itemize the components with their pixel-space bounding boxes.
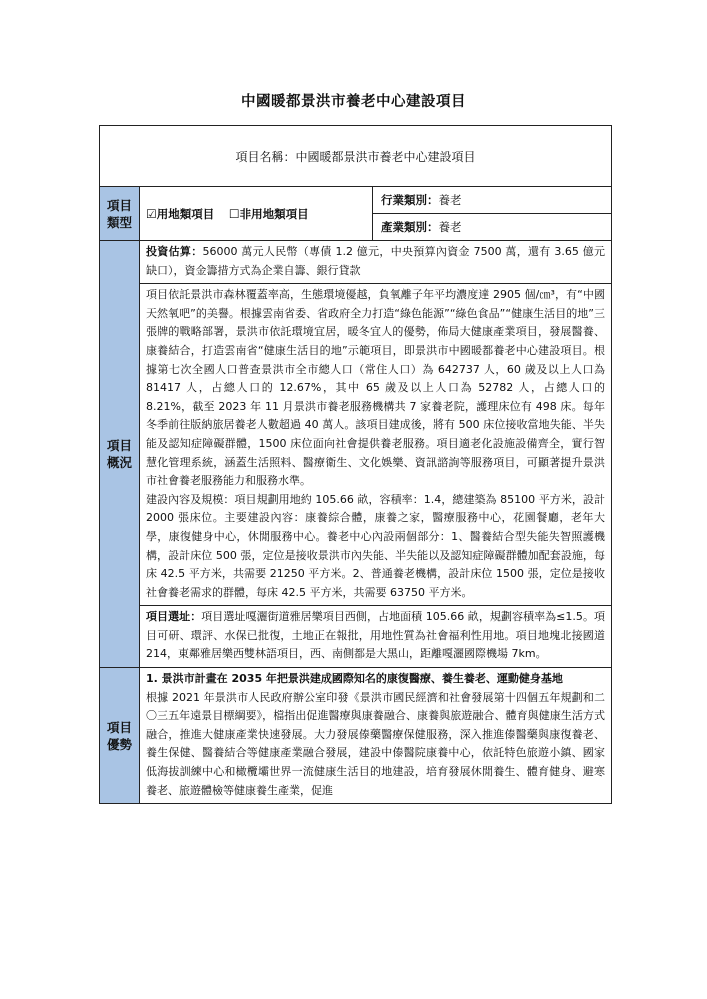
advantage-label xyxy=(100,668,140,804)
overview-label xyxy=(100,241,140,668)
scale-paragraph: 建設內容及規模：項目規劃用地約 105.66 畝，容積率：1.4，總建築為 85100 平方米，設計 2000 張床位。主要建設內容：康養綜合體，康養之家，醫療服務中心，花園餐廳，老年大學，康復健身中心，休閒服務中心。養老中心內設兩個部分：1、醫養結合型失能失智照護機構，設計床位 500 張，定位是接收景洪市內失能、半失能以及認知症障礙群體加配套設施，每床 42.5 平方米，共需要 21250 平方米。2、普通養老機構，設計床位 1500 張，定位是接收社會養老需求的群體，每床 42.5 平方米，共需要 63750 平方米。 xyxy=(146,492,605,599)
sector-label: 產業類別： xyxy=(381,220,439,234)
project-name-value: 中國暖都景洪市養老中心建設項目 xyxy=(295,149,476,164)
project-table xyxy=(99,125,612,804)
project-type-label-line1: 項目 xyxy=(106,197,132,213)
sector-value: 養老 xyxy=(438,220,462,234)
overview-detail-row xyxy=(100,284,612,606)
overview-detail-cell xyxy=(140,284,612,606)
nonland-option-label: 非用地類項目 xyxy=(239,206,309,221)
project-type-label xyxy=(100,187,140,241)
industry-value: 養老 xyxy=(438,193,462,207)
advantage-cell xyxy=(140,668,612,804)
land-option-label: 用地類項目 xyxy=(156,206,215,221)
nonland-checkbox-icon[interactable]: ☐ xyxy=(228,206,240,221)
overview-label-line2: 概況 xyxy=(106,455,132,471)
project-type-label-line2: 類型 xyxy=(106,214,132,230)
project-name-row xyxy=(100,126,612,187)
advantage-label-line1: 項目 xyxy=(106,719,132,735)
project-name-label: 項目名稱： xyxy=(235,149,296,164)
industry-cell xyxy=(373,187,612,214)
document-title: 中國暖都景洪市養老中心建設項目 xyxy=(241,94,466,110)
project-type-options xyxy=(140,187,373,241)
investment-text: 56000 萬元人民幣（專債 1.2 億元，中央預算內資金 7500 萬，還有 3.65 億元缺口），資金籌措方式為企業自籌、銀行貸款 xyxy=(146,245,606,277)
land-checkbox-icon[interactable]: ☑ xyxy=(146,206,157,221)
advantage-row xyxy=(100,668,612,804)
site-row xyxy=(100,606,612,668)
advantage-label-line2: 優勢 xyxy=(106,736,132,752)
project-name-cell xyxy=(100,126,612,187)
investment-cell xyxy=(140,241,612,284)
site-label: 項目選址： xyxy=(146,610,202,624)
investment-label: 投資估算： xyxy=(146,245,203,258)
sector-cell xyxy=(373,214,612,241)
site-text: 項目選址嘎灑街道雅居樂項目西側，占地面積 105.66 畝，規劃容積率為≤1.5。項目可研、環評、水保已批復，土地正在報批，用地性質為社會福利性用地。項目地塊北接國道 214，東鄰雅居樂西雙林語項目，西、南側都是大黑山，距離嘎灑國際機場 7km。 xyxy=(146,610,605,661)
background-paragraph: 項目依託景洪市森林覆蓋率高，生態環境優越，負氧離子年平均濃度達 2905 個/㎝³，有“中國天然氧吧”的美譽。根據雲南省委、省政府全力打造“綠色能源”“綠色食品”“健康生活目的地”三張牌的戰略部署，景洪市依託環境宜居，暖冬宜人的優勢，佈局大健康產業項目，發展醫養、康養結合，打造雲南省“健康生活目的地”示範項目，即景洪市中國暖都養老中心建設項目。根據第七次全國人口普查景洪市全市總人口（常住人口）為 642737 人，60 歲及以上人口為 81417 人，占總人口的 12.67%，其中 65 歲及以上人口為 52782 人，占總人口的 8.21%，截至 2023 年 11 月景洪市養老服務機構共 7 家養老院，護理床位有 498 床。每年冬季前往版納旅居養老人數超過 40 萬人。該項目建成後，將有 500 床位接收當地失能、半失能及認知症障礙群體，1500 床位面向社會提供養老服務。項目適老化設施設備齊全，實行智慧化管理系統，涵蓋生活照料、醫療衛生、文化娛樂、資訊諮詢等服務項目，可顯著提升景洪市社會養老服務能力和服務水準。 xyxy=(146,288,605,488)
overview-label-line1: 項目 xyxy=(106,438,132,454)
industry-label: 行業類別： xyxy=(381,193,439,207)
project-type-row-1 xyxy=(100,187,612,214)
investment-row xyxy=(100,241,612,284)
site-cell xyxy=(140,606,612,668)
advantage-heading: 1. 景洪市計畫在 2035 年把景洪建成國際知名的康復醫療、養生養老、運動健身基地 xyxy=(146,672,563,686)
advantage-text: 根據 2021 年景洪市人民政府辦公室印發《景洪市國民經濟和社會發展第十四個五年規劃和二〇三五年遠景目標綱要》，檔指出促進醫療與康養融合、康養與旅遊融合、體育與健康生活方式融合，推進大健康產業快速發展。大力發展傣藥醫療保健服務，深入推進傣醫藥與康復養老、養生保健、醫養結合等健康產業融合發展，建設中傣醫院康養中心，依託特色旅遊小鎮、國家低海拔訓練中心和橄欖壩世界一流健康生活目的地建設，培育發展休閒養生、體育健身、避寒養老、旅遊體檢等健康養生產業，促進 xyxy=(146,690,605,797)
